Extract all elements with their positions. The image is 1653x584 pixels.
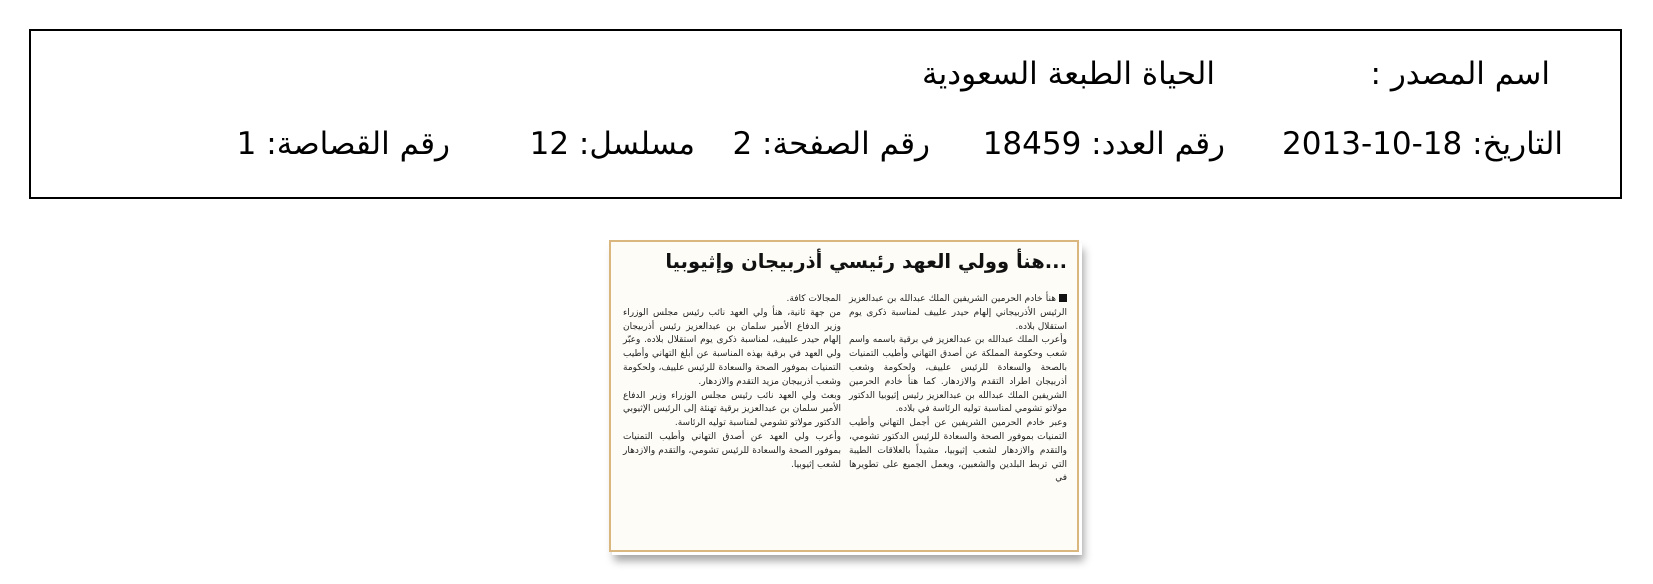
article-paragraph: وبعث ولي العهد نائب رئيس مجلس الوزراء وزير الدفاع الأمير سلمان بن عبدالعزيز برقية تهنئة إلى الرئيس الإثيوبي الدكتور مولاتو تشومي لمناسبة توليه الرئاسة. — [623, 390, 841, 429]
issue-number-field: رقم العدد: 18459 — [982, 126, 1225, 162]
page-number-field: رقم الصفحة: 2 — [732, 126, 930, 162]
source-value: الحياة الطبعة السعودية — [922, 56, 1215, 92]
date-field: التاريخ: 18-10-2013 — [1282, 126, 1563, 162]
clip-number-field: رقم القصاصة: 1 — [236, 126, 450, 162]
article-column-right — [849, 293, 1067, 486]
article-column-left — [623, 293, 841, 472]
clipping-headline: ...هنأ وولي العهد رئيسي أذربيجان وإثيوبيا — [665, 250, 1067, 273]
article-paragraph: من جهة ثانية، هنأ ولي العهد نائب رئيس مجلس الوزراء وزير الدفاع الأمير سلمان بن عبدالعزيز رئيس أذربيجان إلهام حيدر علييف، لمناسبة ذكرى يوم استقلال بلاده. وعبّر ولي العهد في برقية بهذه المناسبة عن أبلغ التهاني وأطيب التمنيات بموفور الصحة والسعادة للرئيس علييف، ولحكومة وشعب أذربيجان مزيد التقدم والازدهار. — [623, 307, 841, 387]
newspaper-clipping — [609, 240, 1079, 552]
article-paragraph: وعبر خادم الحرمين الشريفين عن أجمل التهاني وأطيب التمنيات بموفور الصحة والسعادة للرئيس الدكتور تشومي، والتقدم والازدهار لشعب إثيوبيا، مشيداً بالعلاقات الطيبة التي تربط البلدين والشعبين، ويعمل الجميع على تطويرها في — [849, 418, 1067, 484]
article-paragraph: وأعرب الملك عبدالله بن عبدالعزيز في برقية باسمه واسم شعب وحكومة المملكة عن أصدق التهاني وأطيب التمنيات بالصحة والسعادة للرئيس علييف، ولحكومة وشعب أذربيجان اطراد التقدم والازدهار. كما هنأ خادم الحرمين الشريفين الملك عبدالله بن عبدالعزيز رئيس إثيوبيا الدكتور مولاتو تشومي لمناسبة توليه الرئاسة في بلاده. — [849, 335, 1067, 415]
article-paragraph: المجالات كافة. — [786, 294, 841, 304]
article-paragraph: وأعرب ولي العهد عن أصدق التهاني وأطيب التمنيات بموفور الصحة والسعادة للرئيس تشومي، والتقدم والازدهار لشعب إثيوبيا. — [623, 431, 841, 470]
source-label: اسم المصدر : — [1370, 56, 1550, 92]
lead-square-icon — [1059, 294, 1067, 302]
article-paragraph: هنأ خادم الحرمين الشريفين الملك عبدالله بن عبدالعزيز الرئيس الأذربيجاني إلهام حيدر علييف لمناسبة ذكرى يوم استقلال بلاده. — [849, 294, 1067, 332]
serial-field: مسلسل: 12 — [529, 126, 695, 162]
source-info-box — [29, 29, 1622, 199]
